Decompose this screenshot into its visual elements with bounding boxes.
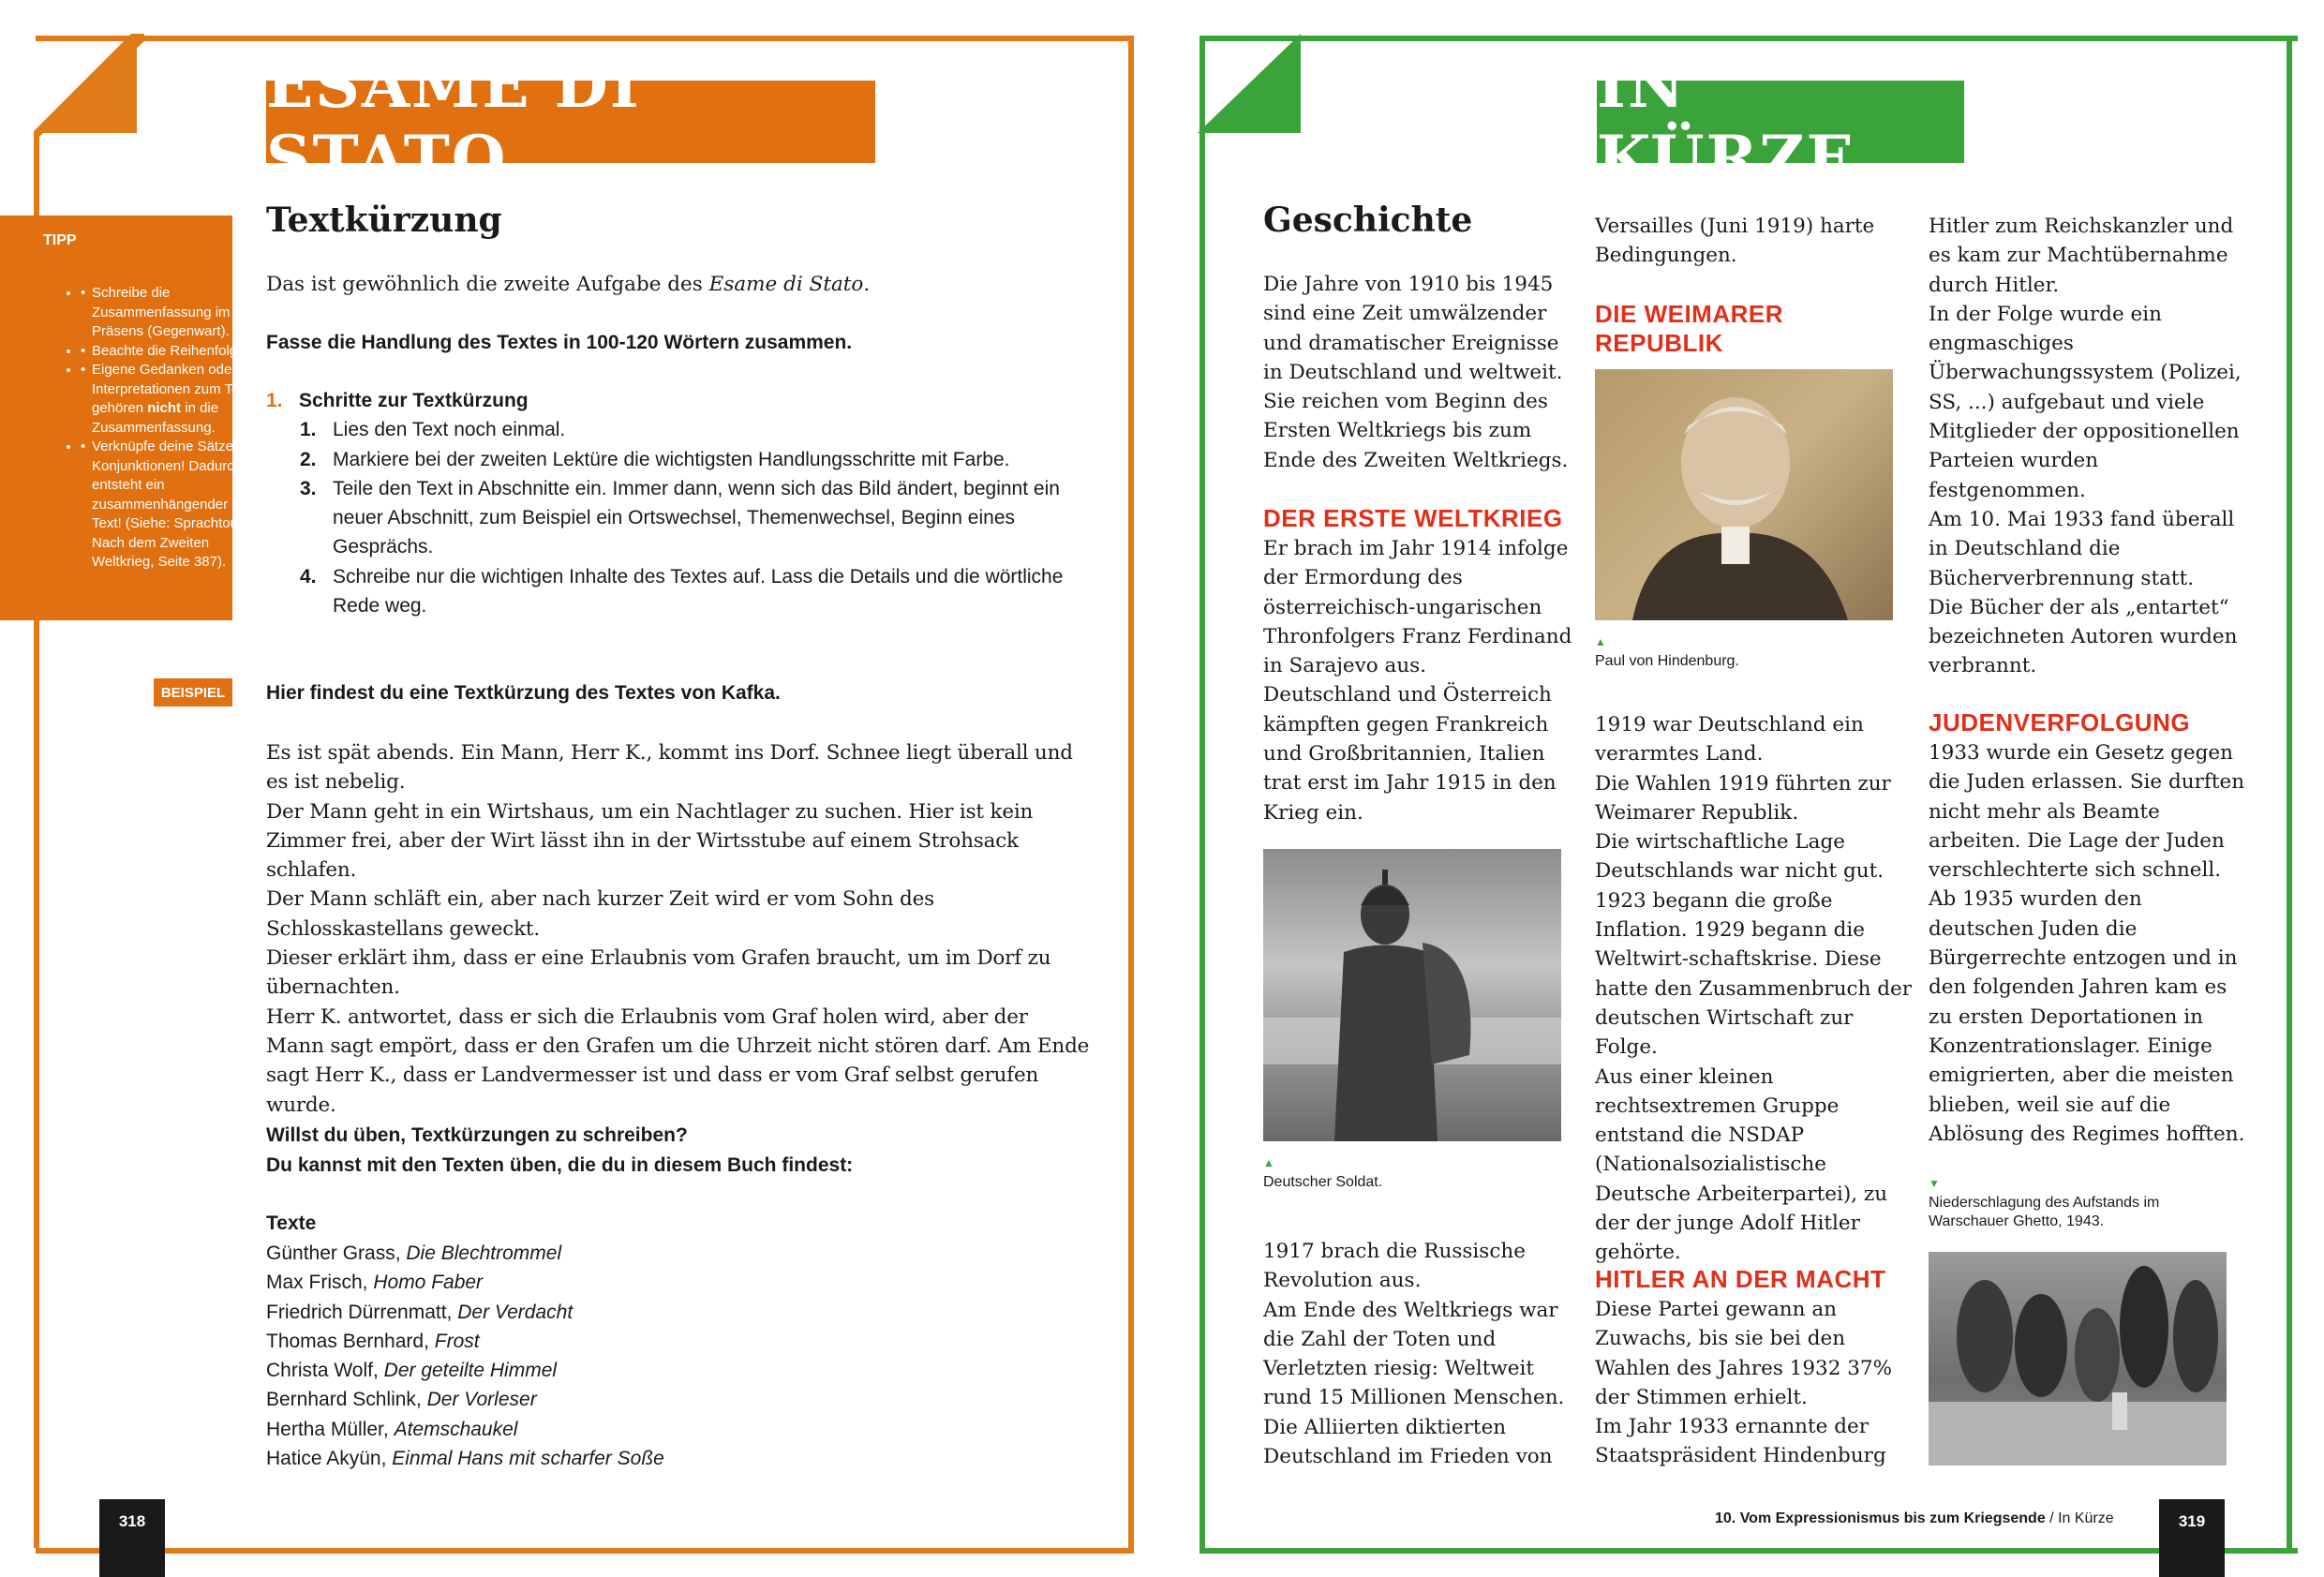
texte-heading: Texte [266,1213,317,1234]
warsaw-ghetto-photo [1929,1252,2227,1465]
col1-weltkrieg-text: Er brach im Jahr 1914 infolge der Ermordung des österreichisch-ungarischen Thronfolgers Franz Ferdinand in Sarajevo aus. Deutschland und Österreich kämpften gegen Frankreich und Großbritannien, Italien trat erst im Jahr 1915 in den Krieg ein. [1263,537,1572,825]
in-kuerze-banner: IN KÜRZE [1597,81,1964,163]
tipp-title: TIPP [43,232,77,248]
soldier-photo [1263,849,1561,1141]
hindenburg-figure-illustration [1595,369,1893,620]
tipp-item-emphasis: nicht [147,400,182,416]
work-title: Die Blechtrommel [406,1242,562,1264]
substep [266,445,1091,474]
work-author: Friedrich Dürrenmatt, [266,1301,458,1323]
step-heading [266,386,1091,415]
step-number: 1. [266,390,283,411]
work-author: Günther Grass, [266,1242,407,1264]
substep-number: 1. [300,419,317,441]
page-number-left: 318 [99,1499,165,1577]
caption-arrow-ghetto: ▼ [1929,1177,1940,1190]
works-list [266,1239,1091,1473]
col2-hitler-text: Diese Partei gewann an Zuwachs, bis sie bei den Wahlen des Jahres 1932 37% der Stimmen erhielt. Im Jahr 1933 ernannte der Staatspräsident Hindenburg [1595,1298,1893,1468]
work-author: Hertha Müller, [266,1418,395,1440]
footer-running-head [1715,1510,2114,1527]
caption-ghetto: Niederschlagung des Aufstands im Warschauer Ghetto, 1943. [1929,1195,2160,1229]
work-title: Der Vorleser [426,1389,537,1411]
caption-arrow-soldat: ▲ [1263,1156,1274,1169]
intro-italic: Esame di Stato [708,273,864,296]
heading-erster-weltkrieg: DER ERSTE WELTKRIEG [1263,504,1563,532]
work-title: Atemschaukel [394,1418,518,1440]
intro-text: Das ist gewöhnlich die zweite Aufgabe des [266,273,709,296]
work-title: Homo Faber [373,1272,484,1294]
caption-arrow-hindenburg: ▲ [1595,635,1606,648]
step-title: Schritte zur Textkürzung [299,390,529,411]
col1-end-text: 1917 brach die Russische Revolution aus. Am Ende des Weltkriegs war die Zahl der Toten und Verletzten riesig: Weltweit rund 15 Millionen Menschen. Die Alliierten diktierten Deutschland im Frieden von [1263,1240,1565,1469]
caption-hindenburg: Paul von Hindenburg. [1595,653,1739,669]
substep [266,562,1091,621]
tipp-item-text: Verknüpfe deine Sätze mit Konjunktionen! Dadurch entsteht ein zusammenhängender Text! (Siehe: Sprachtour – Nach dem Zweiten Weltkrieg, Seite 387). [92,439,257,570]
left-corner-fold [34,34,144,137]
work-author: Hatice Akyün, [266,1448,393,1470]
work-title: Der geteilte Himmel [383,1360,558,1382]
work-item [266,1327,1091,1356]
tipp-item-text: Schreibe die Zusammenfassung im Präsens (Gegenwart). [92,285,231,339]
section-title-geschichte: Geschichte [1263,201,1473,240]
work-author: Thomas Bernhard, [266,1330,435,1352]
example-summary-text: Es ist spät abends. Ein Mann, Herr K., kommt ins Dorf. Schnee liegt überall und es ist nebelig. Der Mann geht in ein Wirtshaus, um ein Nachtlager zu suchen. Hier ist kein Zimmer frei, aber der Wirt lässt ihn in der Wirtsstube auf einem Strohsack schlafen. Der Mann schläft ein, aber nach kurzer Zeit wird er vom Sohn des Schlosskastellans geweckt. Dieser erklärt ihm, dass er eine Erlaubnis vom Grafen braucht, um im Dorf zu übernachten. Herr K. antwortet, dass er sich die Erlaubnis vom Graf holen wird, aber der Mann sagt empört, dass er den Grafen um die Uhrzeit nicht stören darf. Am Ende sagt Herr K., dass er Landvermesser ist und dass er vom Graf selbst gerufen wurde. [266,741,1090,1117]
right-corner-fold [1198,34,1308,137]
work-item [266,1415,1091,1444]
substep-text: Schreibe nur die wichtigen Inhalte des Textes auf. Lass die Details und die wörtliche Rede weg. [333,565,1064,617]
tipp-item-text: in die Zusammenfassung. [92,400,219,436]
footer-section: In Kürze [2058,1510,2114,1526]
work-item [266,1356,1091,1385]
substep-text: Markiere bei der zweiten Lektüre die wichtigsten Handlungsschritte mit Farbe. [333,448,1010,470]
beispiel-label: BEISPIEL [154,678,232,707]
page-number-right: 319 [2159,1499,2225,1577]
work-item [266,1385,1091,1414]
tipp-list [43,284,261,573]
footer-chapter: 10. Vom Expressionismus bis zum Kriegsende [1715,1510,2046,1526]
substep-number: 4. [300,565,317,588]
work-title: Frost [434,1330,480,1352]
hindenburg-portrait [1595,369,1893,620]
heading-hitler-an-der-macht: HITLER AN DER MACHT [1595,1265,1886,1293]
practice-question-1: Willst du üben, Textkürzungen zu schreiben? [266,1124,688,1146]
substep-number: 3. [300,477,317,499]
task-instruction: Fasse die Handlung des Textes in 100-120 Wörtern zusammen. [266,332,853,353]
section-title-textkuerzung: Textkürzung [266,201,502,240]
beispiel-heading: Hier findest du eine Textkürzung des Textes von Kafka. [266,682,781,704]
work-author: Max Frisch, [266,1272,374,1294]
tipp-item [81,361,261,438]
right-page-frame-edge [2287,36,2292,1548]
tipp-item [81,284,261,342]
tipp-item-text: Beachte die Reihenfolge. [92,342,249,359]
col3-juden-text: 1933 wurde ein Gesetz gegen die Juden erlassen. Sie durften nicht mehr als Beamte arbeiten. Die Lage der Juden verschlechterte sich schnell. Ab 1935 wurden den deutschen Juden die Bürgerrechte entzogen und in den folgenden Jahren kam es zu ersten Deportationen in Konzentrationslager. Einige emigrierten, aber die meisten blieben, weil sie auf die Ablösung des Regimes hofften. [1929,741,2245,1146]
substep-text: Teile den Text in Abschnitte ein. Immer dann, wenn sich das Bild ändert, beginnt ein neuer Abschnitt, zum Beispiel ein Ortswechsel, Themenwechsel, Beginn eines Gesprächs. [333,477,1060,558]
work-author: Bernhard Schlink, [266,1389,427,1411]
substep-text: Lies den Text noch einmal. [333,419,566,441]
practice-question-2: Du kannst mit den Texten üben, die du in diesem Buch findest: [266,1154,854,1176]
substep [266,415,1091,444]
work-item [266,1239,1091,1268]
tipp-item [81,342,261,362]
work-title: Einmal Hans mit scharfer Soße [392,1448,664,1470]
intro-paragraph [266,270,1091,299]
substep [266,474,1091,562]
heading-weimarer-republik: DIE WEIMARER REPUBLIK [1595,300,1783,357]
col3-start-text: Hitler zum Reichskanzler und es kam zur Machtübernahme durch Hitler. In der Folge wurde ein engmaschiges Überwachungssystem (Polizei, SS, ...) aufgebaut und viele Mitglieder der oppositionellen Parteien wurden festgenommen. Am 10. Mai 1933 fand überall in Deutschland die Bücherverbrennung statt. Die Bücher der als „entartet“ bezeichneten Autoren wurden verbrannt. [1929,215,2242,678]
work-title: Der Verdacht [457,1301,574,1323]
substeps [266,415,1091,620]
caption-soldat: Deutscher Soldat. [1263,1174,1383,1190]
col1-intro: Die Jahre von 1910 bis 1945 sind eine Zeit umwälzender und dramatischer Ereignisse in Deutschland und weltweit. Sie reichen vom Beginn des Ersten Weltkriegs bis zum Ende des Zweiten Weltkriegs. [1263,273,1569,472]
col2-start-text: Versailles (Juni 1919) harte Bedingungen. [1595,215,1875,268]
tipp-item-text: Eigene Gedanken oder Interpretationen zum Text gehören [92,362,250,416]
intro-end: . [863,273,871,296]
tipp-item [81,438,261,573]
work-item [266,1298,1091,1327]
substep-number: 2. [300,448,317,470]
ghetto-figures-illustration [1929,1252,2227,1465]
footer-separator: / [2045,1510,2059,1526]
esame-di-stato-banner: ESAME DI STATO [266,81,875,163]
steps-list [266,386,1091,620]
work-item [266,1444,1091,1473]
heading-judenverfolgung: JUDENVERFOLGUNG [1929,708,2191,736]
col2-weimar-text: 1919 war Deutschland ein verarmtes Land. Die Wahlen 1919 führten zur Weimarer Republik. Die wirtschaftliche Lage Deutschlands war nicht gut. 1923 begann die große Inflation. 1929 begann die Weltwirt-schaftskrise. Diese hatte den Zusammenbruch der deutschen Wirtschaft zur Folge. Aus einer kleinen rechtsextremen Gruppe entstand die NSDAP (Nationalsozialistische Deutsche Arbeiterpartei), zu der der junge Adolf Hitler gehörte. [1595,713,1913,1265]
soldier-figure-illustration [1263,849,1561,1141]
work-author: Christa Wolf, [266,1360,384,1382]
work-item [266,1268,1091,1297]
